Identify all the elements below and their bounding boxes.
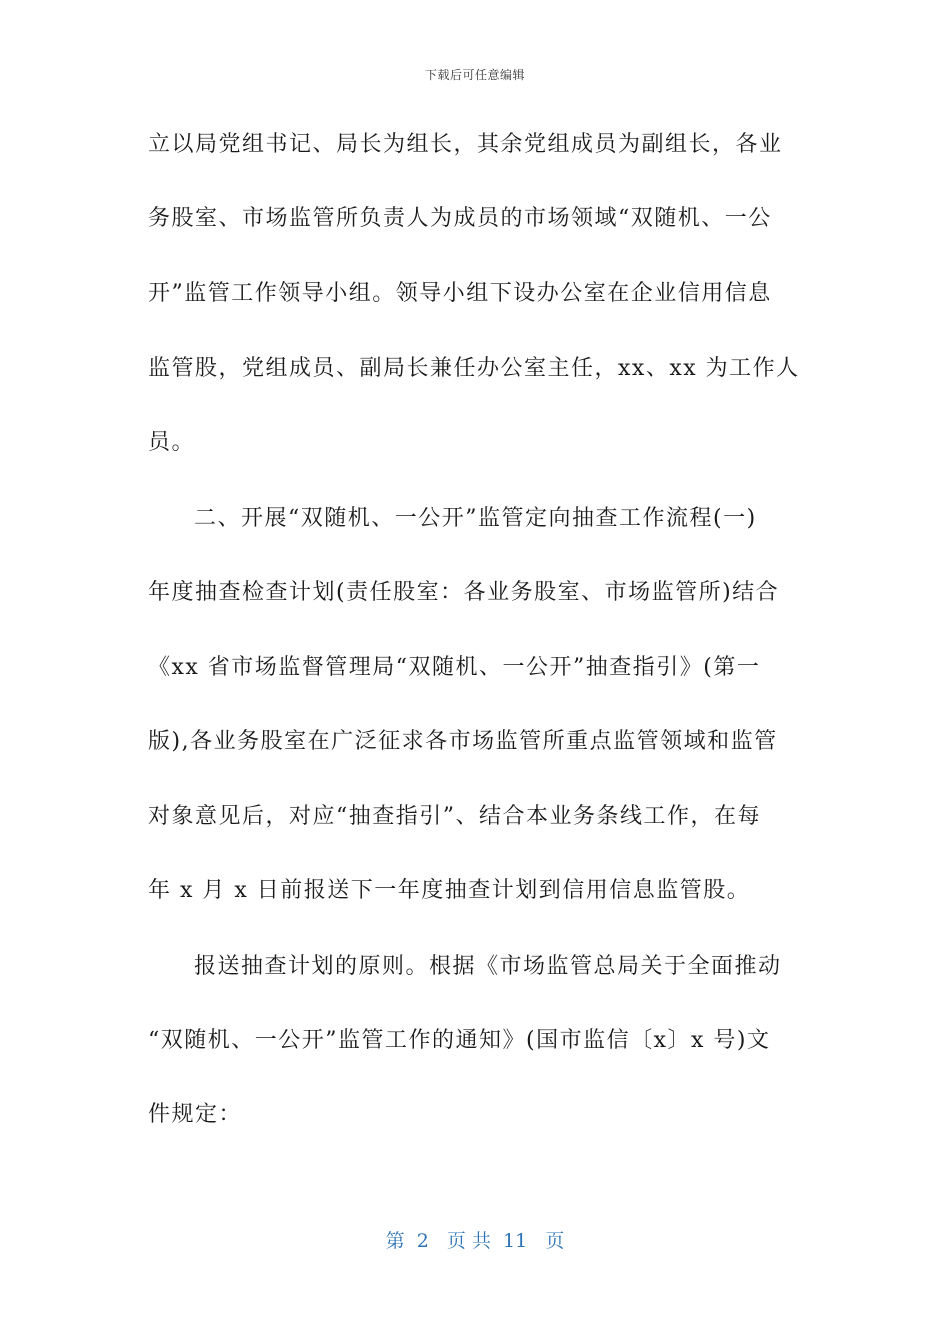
text-line: 年度抽查检查计划(责任股室：各业务股室、市场监管所)结合 xyxy=(148,580,780,605)
text-line: 立以局党组书记、局长为组长，其余党组成员为副组长，各业 xyxy=(148,132,783,157)
text-line: 报送抽查计划的原则。根据《市场监管总局关于全面推动 xyxy=(194,954,782,979)
text-line: “双随机、一公开”监管工作的通知》(国市监信〔x〕x 号)文 xyxy=(148,1028,771,1053)
text-line: 开”监管工作领导小组。领导小组下设办公室在企业信用信息 xyxy=(148,281,772,306)
header-note: 下载后可任意编辑 xyxy=(424,68,525,82)
text-line: 件规定： xyxy=(148,1102,243,1127)
text-line: 版),各业务股室在广泛征求各市场监管所重点监管领域和监管 xyxy=(148,729,778,754)
page-number-footer: 第 2 页 共 11 页 xyxy=(385,1230,565,1252)
text-line: 《xx 省市场监督管理局“双随机、一公开”抽查指引》(第一 xyxy=(148,655,761,680)
text-line: 员。 xyxy=(148,430,196,455)
text-line: 监管股，党组成员、副局长兼任办公室主任，xx、xx 为工作人 xyxy=(148,356,800,381)
text-line: 二、开展“双随机、一公开”监管定向抽查工作流程(一) xyxy=(194,506,757,531)
text-line: 年 x 月 x 日前报送下一年度抽查计划到信用信息监管股。 xyxy=(148,878,751,903)
text-line: 对象意见后，对应“抽查指引”、结合本业务条线工作，在每 xyxy=(148,804,761,829)
text-line: 务股室、市场监管所负责人为成员的市场领域“双随机、一公 xyxy=(148,206,772,231)
